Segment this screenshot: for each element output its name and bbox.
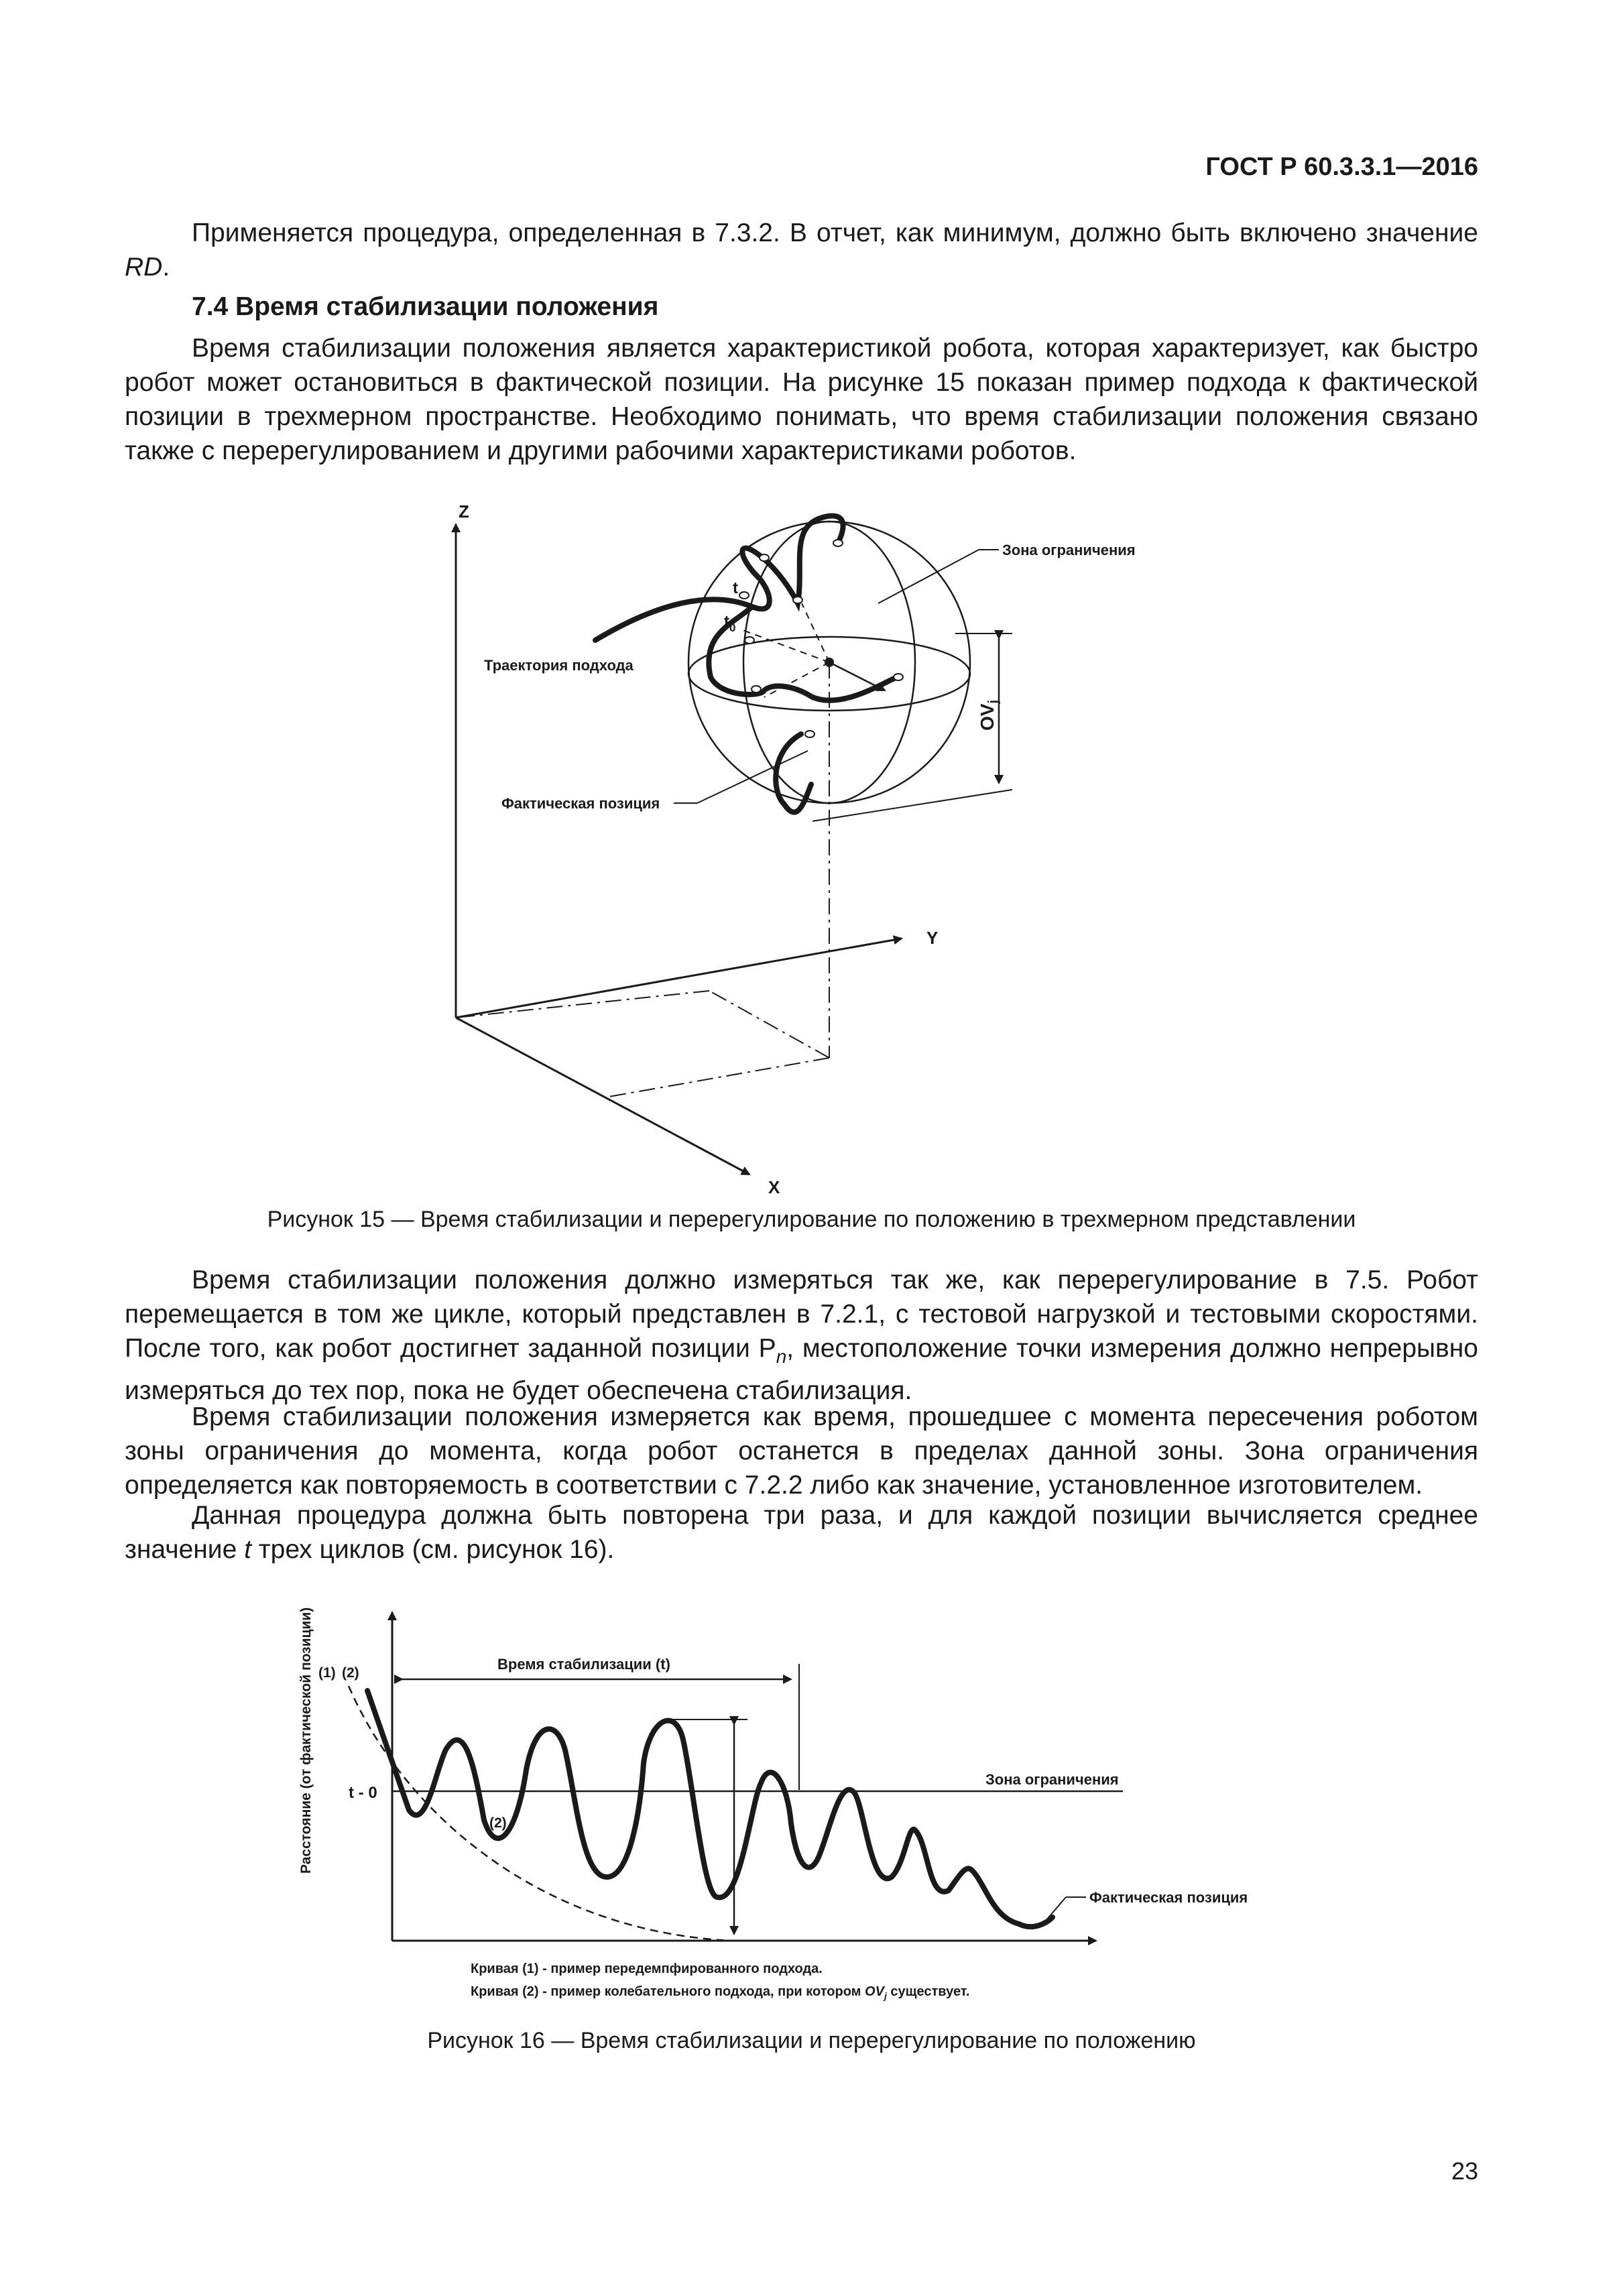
x-label: X — [768, 1177, 780, 1197]
section-heading: 7.4 Время стабилизации положения — [192, 292, 659, 321]
y-label: Y — [926, 928, 939, 948]
paragraph-3: Время стабилизации положения должно измеряться так же, как перерегулирование в 7.5. Робот перемещается в том же цикле, который представлен в 7.2.1, с тестовой нагрузкой и тестовыми скоростями. После того, как робот достигнет заданной позиции $P_n$, местоположение точки измерения должно непрерывно измеряться до тех пор, пока не будет обеспечена стабилизация. — [125, 1266, 1479, 1405]
ov-label: $OV_j$ — [977, 699, 1001, 731]
paragraph-5: Данная процедура должна быть повторена три раза, и для каждой позиции вычисляется среднее значение t трех циклов (см. рисунок 16). — [125, 1501, 1478, 1564]
paragraph-1: Применяется процедура, определенная в 7.3.2. В отчет, как минимум, должно быть включено значение RD. — [125, 219, 1478, 282]
fig15-approach-label: Траектория подхода — [484, 657, 634, 674]
curve-2-oscillating — [367, 1691, 1053, 1927]
svg-text:t0: $t_0$ — [724, 613, 736, 634]
fig16-actual-label: Фактическая позиция — [1089, 1889, 1248, 1906]
paragraph-4: Время стабилизации положения измеряется как время, прошедшее с момента пересечения роботом зоны ограничения до момента, когда робот останется в пределах данной зоны. Зона ограничения определяется как повторяемость в соответствии с 7.2.2 либо как значение, установленное изготовителем. — [125, 1402, 1478, 1500]
svg-text:(1): (1) — [318, 1665, 336, 1681]
fig15-actual-label: Фактическая позиция — [501, 795, 660, 812]
z-label: Z — [459, 501, 469, 522]
figure-15-caption: Рисунок 15 — Время стабилизации и перерегулирование по положению в трехмерном представлении — [267, 1207, 1356, 1232]
figure-16-caption: Рисунок 16 — Время стабилизации и перерегулирование по положению — [427, 2028, 1196, 2053]
fig15-zone-label: Зона ограничения — [1002, 542, 1136, 558]
page-number: 23 — [1451, 2157, 1478, 2185]
fig16-y-label: Расстояние (от фактической позиции) — [298, 1607, 314, 1874]
svg-text:(2): (2) — [489, 1815, 507, 1831]
y-axis — [456, 939, 902, 1018]
figure-16 — [0, 1569, 1623, 2038]
note-curve-1: Кривая (1) - пример передемпфированного подхода. — [471, 1961, 823, 1976]
document-header: ГОСТ Р 60.3.3.1—2016 — [1205, 153, 1478, 181]
note-curve-2: Кривая (2) - пример колебательного подхода, при котором $OV_j$ существует. — [471, 1984, 970, 2001]
approach-trajectory — [595, 516, 898, 812]
svg-text:(2): (2) — [342, 1665, 359, 1681]
fig16-zone-label: Зона ограничения — [985, 1771, 1119, 1788]
svg-text:t: t — [733, 579, 738, 597]
svg-text:t - 0: t - 0 — [349, 1784, 377, 1802]
paragraph-2: Время стабилизации положения является характеристикой робота, которая характеризует, как быстро робот может остановиться в фактической позиции. На рисунке 15 показан пример подхода к фактической позиции в трехмерном пространстве. Необходимо понимать, что время стабилизации положения связано также с перерегулированием и другими рабочими характеристиками роботов. — [125, 334, 1478, 465]
settle-label: Время стабилизации (t) — [497, 1656, 670, 1673]
x-axis — [456, 1018, 749, 1174]
